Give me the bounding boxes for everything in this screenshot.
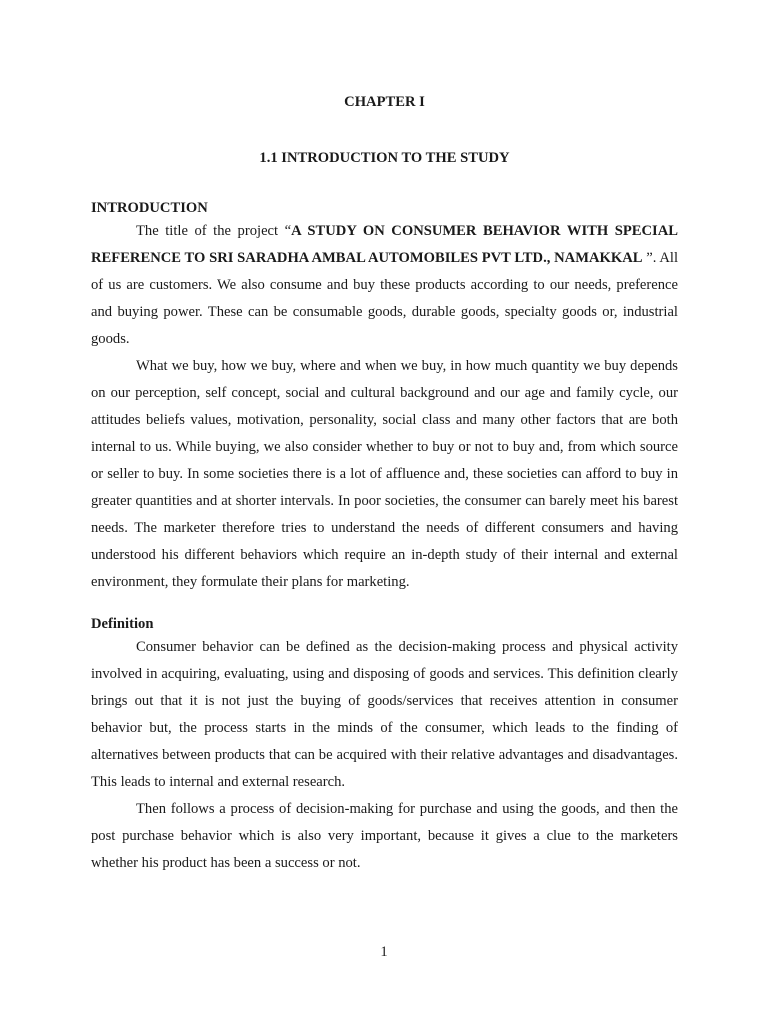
paragraph-consumer-factors: What we buy, how we buy, where and when we buy, in how much quantity we buy depends on our perception, self concept, social and cultural background and our age and family cycle, our attitudes beliefs values, motivation, personality, social class and many other factors that are both internal to us. While buying, we also consider whether to buy or not to buy and, from which source or seller to buy. In some societies there is a lot of affluence and, these societies can afford to buy in greater quantities and at shorter intervals. In poor societies, the consumer can barely meet his barest needs. The marketer therefore tries to understand the needs of different consumers and having understood his different behaviors which require an in-depth study of their internal and external environment, they formulate their plans for marketing.	[91, 358, 678, 590]
introduction-heading: INTRODUCTION	[91, 200, 208, 216]
definition-heading: Definition	[91, 616, 154, 632]
chapter-heading: CHAPTER I	[344, 94, 425, 110]
paragraph-definition: Consumer behavior can be defined as the decision-making process and physical activity involved in acquiring, evaluating, using and disposing of goods and services. This definition clearly brings out that it is not just the buying of goods/services that receives attention in consumer behavior but, the process starts in the minds of the consumer, which leads to the finding of alternatives between products that can be acquired with their relative advantages and disadvantages. This leads to internal and external research.	[91, 639, 678, 790]
intro-paragraph	[91, 218, 678, 353]
intro-lead-text: The title of the project “	[136, 223, 292, 239]
page-number: 1	[380, 944, 388, 960]
project-title: A STUDY ON CONSUMER BEHAVIOR WITH SPECIAL REFERENCE TO SRI SARADHA AMBAL AUTOMOBILES PVT LTD., NAMAKKAL	[91, 223, 679, 266]
section-title: 1.1 INTRODUCTION TO THE STUDY	[259, 150, 510, 166]
paragraph-decision-making: Then follows a process of decision-making for purchase and using the goods, and then the post purchase behavior which is also very important, because it gives a clue to the marketers whether his product has been a success or not.	[91, 801, 678, 871]
intro-rest-text: ”. All of us are customers. We also consume and buy these products according to our needs, preference and buying power. These can be consumable goods, durable goods, specialty goods or, industrial goods.	[91, 250, 678, 347]
